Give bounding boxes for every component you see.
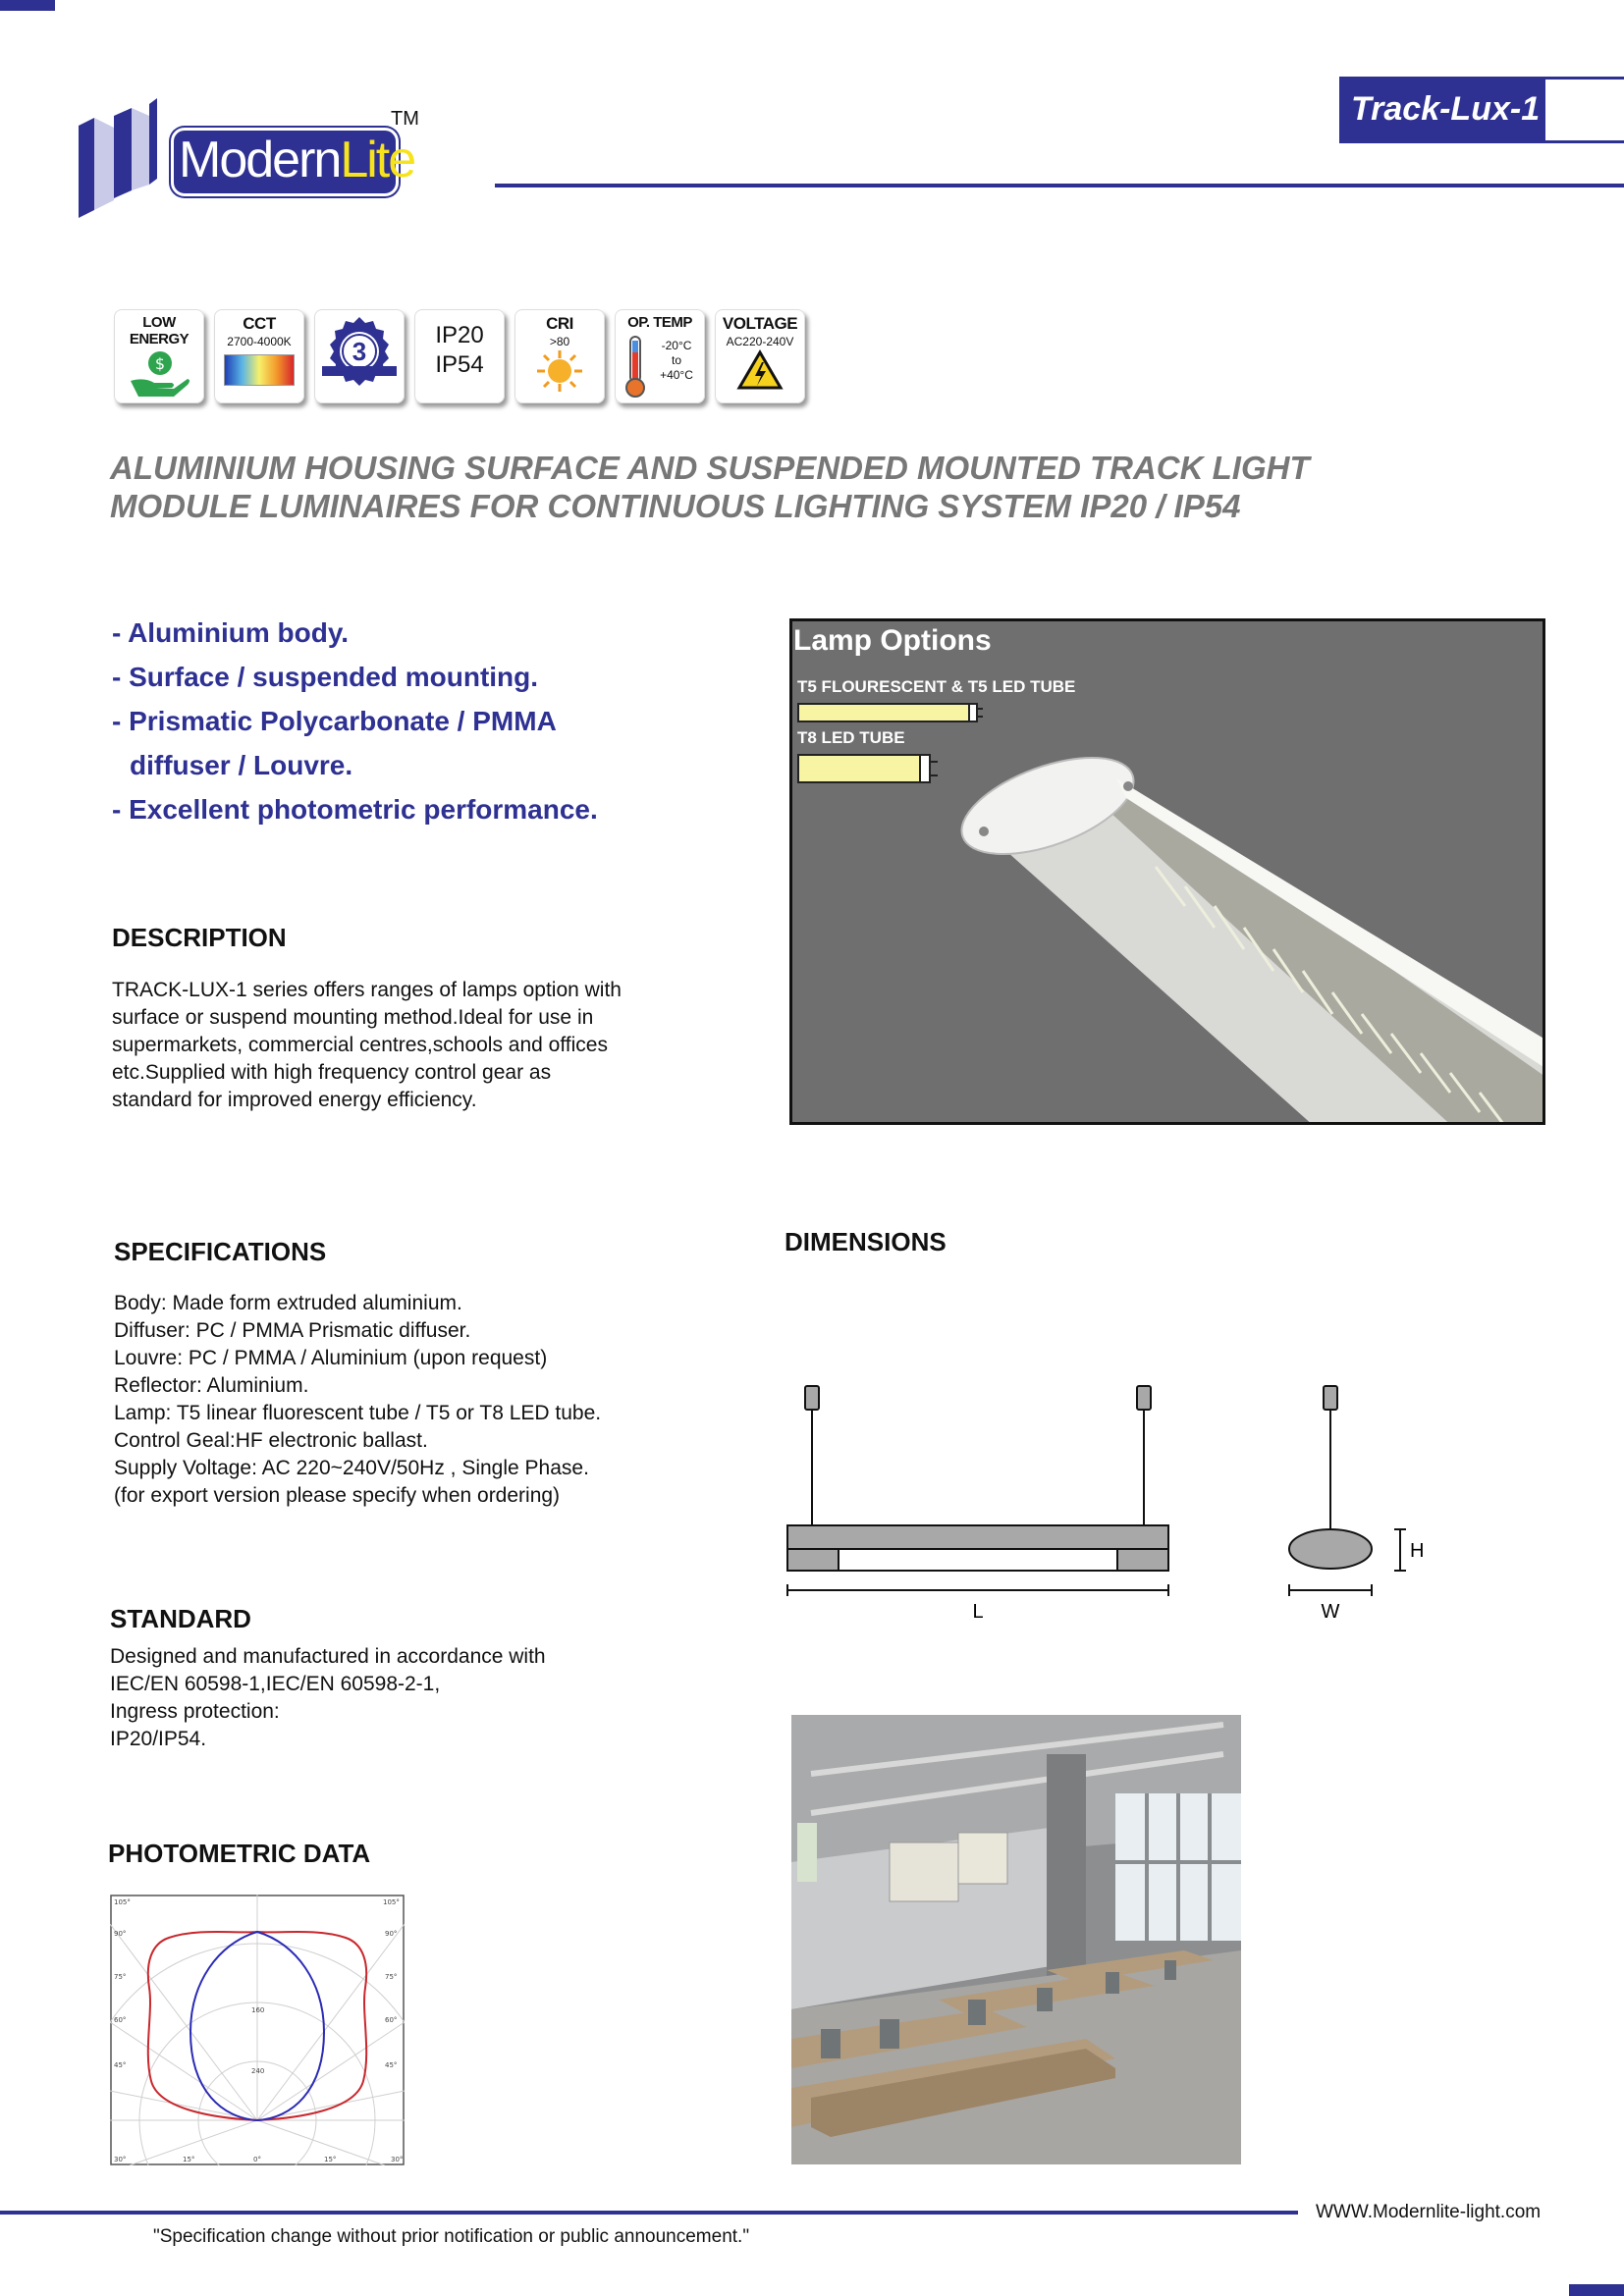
website-link[interactable]: WWW.Modernlite-light.com bbox=[1316, 2202, 1542, 2222]
sun-icon bbox=[535, 348, 584, 394]
svg-text:75°: 75° bbox=[114, 1973, 127, 1981]
svg-text:105°: 105° bbox=[114, 1898, 131, 1906]
svg-text:90°: 90° bbox=[385, 1930, 398, 1938]
feature-item: - Excellent photometric performance. bbox=[112, 794, 598, 825]
t8-tube-label: T8 LED TUBE bbox=[797, 728, 905, 747]
width-label: W bbox=[1321, 1601, 1340, 1623]
svg-text:45°: 45° bbox=[385, 2061, 398, 2069]
length-label: L bbox=[972, 1601, 984, 1623]
description-heading: DESCRIPTION bbox=[112, 923, 287, 952]
badge-cct: CCT 2700-4000K bbox=[214, 309, 304, 403]
feature-item: - Prismatic Polycarbonate / PMMA bbox=[112, 706, 557, 736]
svg-text:30°: 30° bbox=[391, 2156, 404, 2163]
thermometer-icon bbox=[623, 335, 648, 400]
svg-text:30°: 30° bbox=[114, 2156, 127, 2163]
op-temp-range: -20°C to +40°C bbox=[660, 339, 693, 382]
badge-ip-rating: IP20 IP54 bbox=[414, 309, 505, 403]
trademark: TM bbox=[391, 108, 419, 130]
specifications-heading: SPECIFICATIONS bbox=[114, 1237, 327, 1266]
svg-text:75°: 75° bbox=[385, 1973, 398, 1981]
feature-item: - Surface / suspended mounting. bbox=[112, 662, 539, 692]
svg-text:60°: 60° bbox=[114, 2016, 127, 2024]
feature-item: diffuser / Louvre. bbox=[130, 750, 353, 780]
product-headline: ALUMINIUM HOUSING SURFACE AND SUSPENDED MOUNTED TRACK LIGHT MODULE LUMINAIRES FOR CONTINUOUS LIGHTING SYSTEM IP20 / IP54 bbox=[110, 450, 1310, 524]
corner-accent-bottom bbox=[1569, 2284, 1624, 2296]
lamp-options-title: Lamp Options bbox=[793, 624, 992, 657]
high-voltage-icon bbox=[735, 348, 785, 392]
photometric-heading: PHOTOMETRIC DATA bbox=[108, 1839, 371, 1868]
corner-accent-top bbox=[0, 0, 55, 11]
photometric-polar-chart bbox=[110, 1895, 405, 2165]
model-label-frame bbox=[1545, 77, 1624, 143]
svg-text:0°: 0° bbox=[253, 2156, 261, 2163]
warranty-seal-icon bbox=[316, 309, 403, 398]
hand-money-icon bbox=[125, 347, 193, 399]
specifications-text: Body: Made form extruded aluminium. Diffuser: PC / PMMA Prismatic diffuser. Louvre: PC / PMMA / Aluminium (upon request) Reflector: Aluminium. Lamp: T5 linear fluorescent tube / T5 or T8 LED tube. Control Geal:HF electronic ballast. Supply Voltage: AC 220~240V/50Hz , Single Phase. (for export version please specify when ordering) bbox=[114, 1292, 602, 1507]
svg-text:60°: 60° bbox=[385, 2016, 398, 2024]
dimensions-heading: DIMENSIONS bbox=[785, 1227, 947, 1256]
standard-heading: STANDARD bbox=[110, 1604, 251, 1633]
standard-text: Designed and manufactured in accordance with IEC/EN 60598-1,IEC/EN 60598-2-1, Ingress protection: IP20/IP54. bbox=[110, 1645, 546, 1750]
logo-text: ModernLite bbox=[179, 132, 415, 188]
feature-list bbox=[112, 611, 740, 831]
t5-tube-label: T5 FLOURESCENT & T5 LED TUBE bbox=[797, 677, 1076, 696]
badge-low-energy: LOW ENERGY $ bbox=[114, 309, 204, 403]
svg-text:$: $ bbox=[154, 354, 166, 373]
disclaimer-note: "Specification change without prior notification or public announcement." bbox=[153, 2226, 750, 2247]
svg-text:45°: 45° bbox=[114, 2061, 127, 2069]
svg-text:105°: 105° bbox=[383, 1898, 400, 1906]
svg-text:3: 3 bbox=[352, 337, 367, 366]
classroom-photo bbox=[791, 1715, 1241, 2164]
badge-warranty bbox=[314, 309, 405, 403]
svg-text:160: 160 bbox=[251, 2006, 265, 2014]
dimension-drawing bbox=[785, 1374, 1434, 1629]
header-rule bbox=[495, 184, 1624, 187]
svg-text:15°: 15° bbox=[324, 2156, 337, 2163]
badge-voltage: VOLTAGE AC220-240V bbox=[715, 309, 805, 403]
description-text: TRACK-LUX-1 series offers ranges of lamps option with surface or suspend mounting method.Ideal for use in supermarkets, commercial centres,schools and offices etc.Supplied with high frequency control gear as standard for improved energy efficiency. bbox=[112, 979, 622, 1111]
height-label: H bbox=[1410, 1540, 1425, 1562]
svg-text:90°: 90° bbox=[114, 1930, 127, 1938]
badge-cri: CRI >80 bbox=[514, 309, 605, 403]
color-spectrum-icon bbox=[224, 354, 295, 386]
feature-item: - Aluminium body. bbox=[112, 617, 350, 648]
model-name: Track-Lux-1 bbox=[1351, 90, 1541, 128]
footer-rule bbox=[0, 2211, 1298, 2215]
badge-op-temp: OP. TEMP -20°C to +40°C bbox=[615, 309, 705, 403]
svg-text:240: 240 bbox=[251, 2067, 265, 2075]
svg-text:15°: 15° bbox=[183, 2156, 195, 2163]
